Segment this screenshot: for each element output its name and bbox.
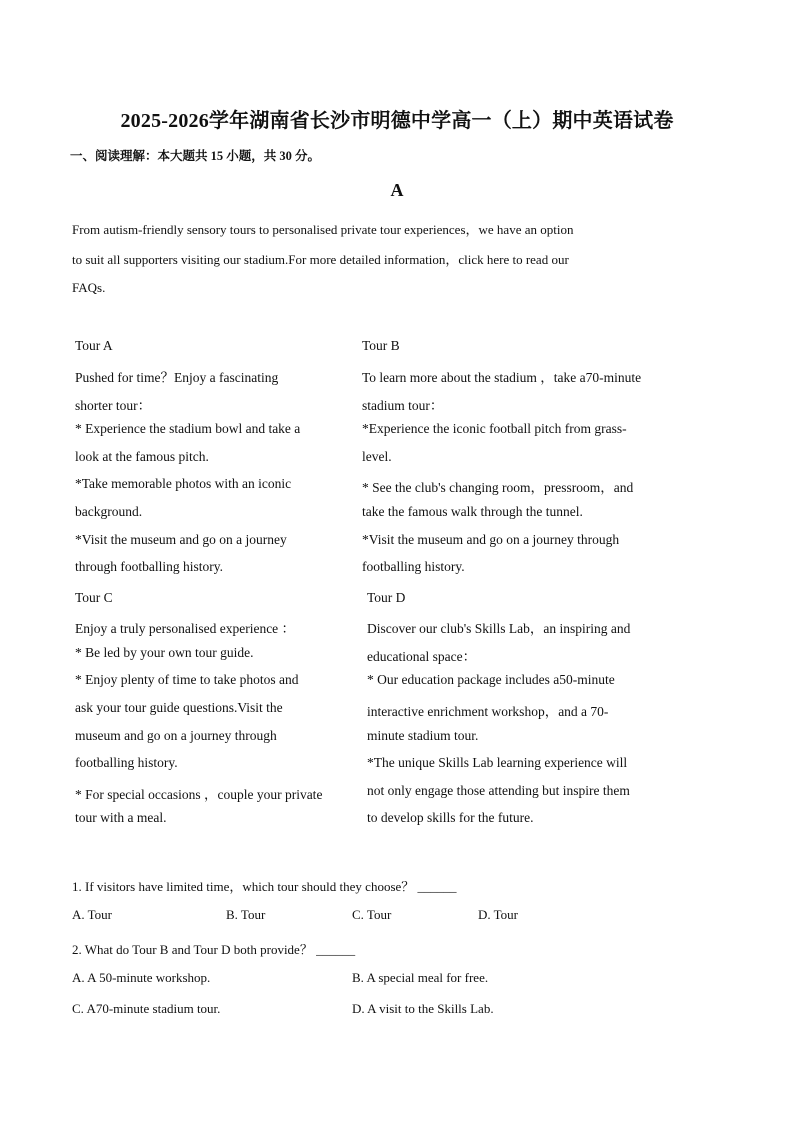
- tour-c-line: * Be led by your own tour guide.: [75, 645, 254, 660]
- tour-b-line: * See the club's changing room，pressroom，and: [362, 480, 634, 495]
- tour-d-line: interactive enrichment workshop，and a 70-: [367, 704, 609, 719]
- tour-b-line: *Visit the museum and go on a journey through: [362, 532, 620, 547]
- question-1-stem: 1. If visitors have limited time，which tour should they choose？ ______: [72, 879, 457, 894]
- question-1-option-c[interactable]: C. Tour: [352, 907, 392, 922]
- tour-b-line: stadium tour：: [362, 398, 444, 413]
- tour-d-line: Discover our club's Skills Lab，an inspiring and: [367, 621, 631, 636]
- tour-a-line: * Experience the stadium bowl and take a: [75, 421, 301, 436]
- tour-a-line: *Take memorable photos with an iconic: [75, 476, 292, 491]
- question-2-option-c[interactable]: C. A70-minute stadium tour.: [72, 1001, 221, 1016]
- tour-a-line: look at the famous pitch.: [75, 449, 209, 464]
- tour-a-line: *Visit the museum and go on a journey: [75, 532, 287, 547]
- tour-b-title: Tour B: [362, 338, 400, 353]
- tour-a-line: Pushed for time？Enjoy a fascinating: [75, 370, 279, 385]
- tour-d-line: minute stadium tour.: [367, 728, 479, 743]
- tour-c-title: Tour C: [75, 590, 113, 605]
- tour-d-line: * Our education package includes a50-minute: [367, 672, 615, 687]
- tour-c-line: Enjoy a truly personalised experience ：: [75, 621, 296, 636]
- tour-b-line: level.: [362, 449, 392, 464]
- tour-d-line: to develop skills for the future.: [367, 810, 534, 825]
- tour-c-line: tour with a meal.: [75, 810, 167, 825]
- tour-a-line: shorter tour：: [75, 398, 152, 413]
- tour-c-line: * For special occasions ，couple your private: [75, 787, 323, 802]
- question-1-option-d[interactable]: D. Tour: [478, 907, 519, 922]
- tour-a-line: through footballing history.: [75, 559, 223, 574]
- tour-d-title: Tour D: [367, 590, 406, 605]
- tour-b-line: take the famous walk through the tunnel.: [362, 504, 583, 519]
- tour-c-line: ask your tour guide questions.Visit the: [75, 700, 283, 715]
- question-1-option-b[interactable]: B. Tour: [226, 907, 266, 922]
- tour-c-line: footballing history.: [75, 755, 178, 770]
- tour-b-line: footballing history.: [362, 559, 465, 574]
- intro-line: From autism-friendly sensory tours to personalised private tour experiences，we have an option: [72, 222, 574, 237]
- question-1-option-a[interactable]: A. Tour: [72, 907, 113, 922]
- question-2-option-b[interactable]: B. A special meal for free.: [352, 970, 489, 985]
- tour-a-line: background.: [75, 504, 143, 519]
- question-2-option-a[interactable]: A. A 50-minute workshop.: [72, 970, 211, 985]
- page-title: 2025-2026学年湖南省长沙市明德中学高一（上）期中英语试卷: [120, 110, 674, 132]
- question-2-stem: 2. What do Tour B and Tour D both provide？ ______: [72, 942, 356, 957]
- section-heading: 一、阅读理解：本大题共 15 小题，共 30 分。: [70, 149, 321, 163]
- tour-b-line: *Experience the iconic football pitch from grass-: [362, 421, 627, 436]
- intro-line: FAQs.: [72, 280, 106, 295]
- tour-c-line: * Enjoy plenty of time to take photos and: [75, 672, 299, 687]
- tour-b-line: To learn more about the stadium ，take a70-minute: [362, 370, 642, 385]
- tour-c-line: museum and go on a journey through: [75, 728, 277, 743]
- tour-d-line: educational space：: [367, 649, 477, 664]
- intro-line: to suit all supporters visiting our stadium.For more detailed information，click here to read our: [72, 252, 569, 267]
- tour-d-line: not only engage those attending but inspire them: [367, 783, 630, 798]
- passage-letter: A: [390, 180, 404, 200]
- tour-d-line: *The unique Skills Lab learning experience will: [367, 755, 628, 770]
- tour-a-title: Tour A: [75, 338, 113, 353]
- question-2-option-d[interactable]: D. A visit to the Skills Lab.: [352, 1001, 494, 1016]
